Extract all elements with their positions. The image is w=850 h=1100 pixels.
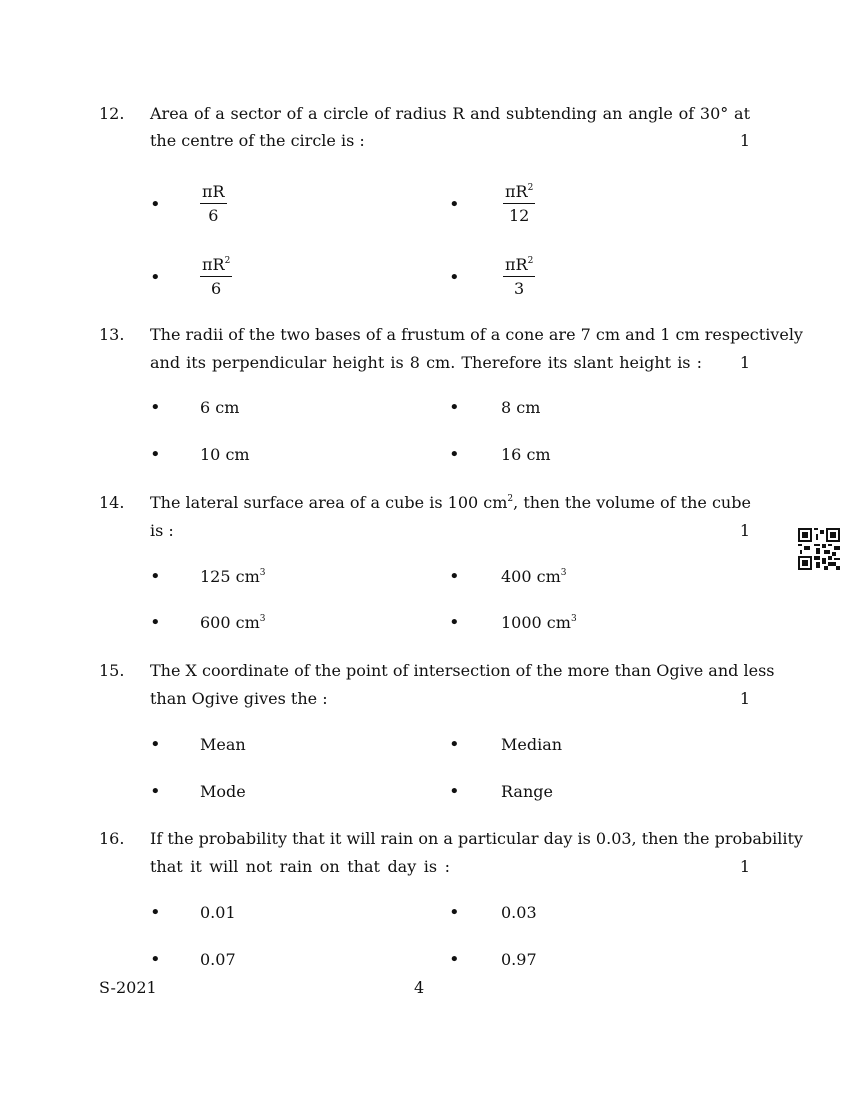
- numerator-exponent: 2: [224, 256, 231, 266]
- option-bullet: •: [449, 267, 460, 288]
- question-text-line: Area of a sector of a circle of radius R and subtending an angle of 30° at: [150, 104, 750, 123]
- option-bullet: •: [449, 194, 460, 215]
- question-number: 15.: [99, 661, 125, 680]
- option-a-fraction: [200, 183, 227, 225]
- option-text: 10 cm: [200, 445, 250, 464]
- option-c-fraction: [200, 256, 232, 298]
- question-text-line: that it will not rain on that day is :: [150, 857, 450, 876]
- option-bullet: •: [449, 902, 460, 923]
- option-a: [200, 735, 246, 754]
- option-text: 600 cm: [200, 613, 260, 632]
- question-text-line: than Ogive gives the :: [150, 689, 328, 708]
- fraction-numerator: [503, 183, 535, 204]
- question-marks: 1: [739, 353, 750, 372]
- option-bullet: •: [449, 781, 460, 802]
- option-bullet: •: [150, 397, 161, 418]
- option-text: 0.07: [200, 950, 236, 969]
- question-text: , then the volume of the cube: [513, 493, 751, 512]
- question-text-line: and its perpendicular height is 8 cm. Therefore its slant height is :: [150, 353, 702, 372]
- question-text-line: The radii of the two bases of a frustum of a cone are 7 cm and 1 cm respectively: [150, 325, 803, 344]
- fraction-numerator: [200, 183, 227, 204]
- option-c: [200, 613, 266, 632]
- option-d: [501, 445, 551, 464]
- option-c: [200, 950, 236, 969]
- fraction-denominator: 12: [508, 206, 530, 225]
- option-b: [501, 398, 540, 417]
- option-b-fraction: [503, 183, 535, 225]
- question-number: 14.: [99, 493, 125, 512]
- option-text: 16 cm: [501, 445, 551, 464]
- option-bullet: •: [150, 194, 161, 215]
- option-bullet: •: [150, 734, 161, 755]
- page-number: 4: [414, 978, 425, 997]
- fraction-numerator: [200, 256, 232, 277]
- option-c: [200, 445, 250, 464]
- option-bullet: •: [150, 902, 161, 923]
- qr-code-icon: [798, 528, 840, 570]
- numerator-text: πR: [505, 255, 528, 274]
- option-text: 125 cm: [200, 567, 260, 586]
- fraction-numerator: [503, 256, 535, 277]
- option-exponent: 3: [259, 568, 266, 578]
- option-text: 0.01: [200, 903, 236, 922]
- option-bullet: •: [449, 949, 460, 970]
- fraction-denominator: 3: [514, 279, 525, 298]
- numerator-text: πR: [505, 182, 528, 201]
- question-marks: 1: [739, 689, 750, 708]
- question-number: 13.: [99, 325, 125, 344]
- option-exponent: 3: [560, 568, 567, 578]
- fraction-denominator: 6: [208, 206, 219, 225]
- option-bullet: •: [150, 566, 161, 587]
- option-bullet: •: [449, 734, 460, 755]
- question-text-line: If the probability that it will rain on a particular day is 0.03, then the probability: [150, 829, 803, 848]
- option-text: 1000 cm: [501, 613, 571, 632]
- numerator-text: πR: [202, 255, 225, 274]
- question-text-line: [150, 493, 750, 512]
- question-marks: 1: [739, 131, 750, 150]
- option-text: Mean: [200, 735, 246, 754]
- numerator-text: πR: [202, 182, 225, 201]
- option-text: 400 cm: [501, 567, 561, 586]
- option-b: [501, 735, 562, 754]
- option-text: 8 cm: [501, 398, 541, 417]
- option-text: 6 cm: [200, 398, 240, 417]
- option-bullet: •: [150, 612, 161, 633]
- option-c: [200, 782, 246, 801]
- option-b: [501, 567, 567, 586]
- option-d: [501, 950, 537, 969]
- option-text: 0.03: [501, 903, 537, 922]
- option-exponent: 3: [570, 614, 577, 624]
- option-exponent: 3: [259, 614, 266, 624]
- option-d-fraction: [503, 256, 535, 298]
- question-marks: 1: [739, 857, 750, 876]
- option-text: Median: [501, 735, 563, 754]
- question-text-line: The X coordinate of the point of intersection of the more than Ogive and less: [150, 661, 775, 680]
- option-a: [200, 398, 239, 417]
- numerator-exponent: 2: [527, 256, 534, 266]
- option-text: 0.97: [501, 950, 537, 969]
- numerator-exponent: 2: [527, 183, 534, 193]
- option-a: [200, 567, 266, 586]
- option-b: [501, 903, 537, 922]
- option-text: Mode: [200, 782, 246, 801]
- paper-code: S-2021: [99, 978, 157, 997]
- question-text: The lateral surface area of a cube is 100 cm: [150, 493, 508, 512]
- option-text: Range: [501, 782, 553, 801]
- question-text-line: the centre of the circle is :: [150, 131, 365, 150]
- option-a: [200, 903, 236, 922]
- option-bullet: •: [150, 267, 161, 288]
- option-bullet: •: [150, 949, 161, 970]
- option-bullet: •: [150, 444, 161, 465]
- question-number: 12.: [99, 104, 125, 123]
- option-bullet: •: [449, 397, 460, 418]
- question-marks: 1: [739, 521, 750, 540]
- question-text-line: is :: [150, 521, 174, 540]
- option-bullet: •: [449, 444, 460, 465]
- option-bullet: •: [150, 781, 161, 802]
- option-d: [501, 613, 577, 632]
- question-number: 16.: [99, 829, 125, 848]
- option-d: [501, 782, 553, 801]
- question-exponent: 2: [507, 494, 514, 504]
- option-bullet: •: [449, 566, 460, 587]
- fraction-denominator: 6: [211, 279, 222, 298]
- option-bullet: •: [449, 612, 460, 633]
